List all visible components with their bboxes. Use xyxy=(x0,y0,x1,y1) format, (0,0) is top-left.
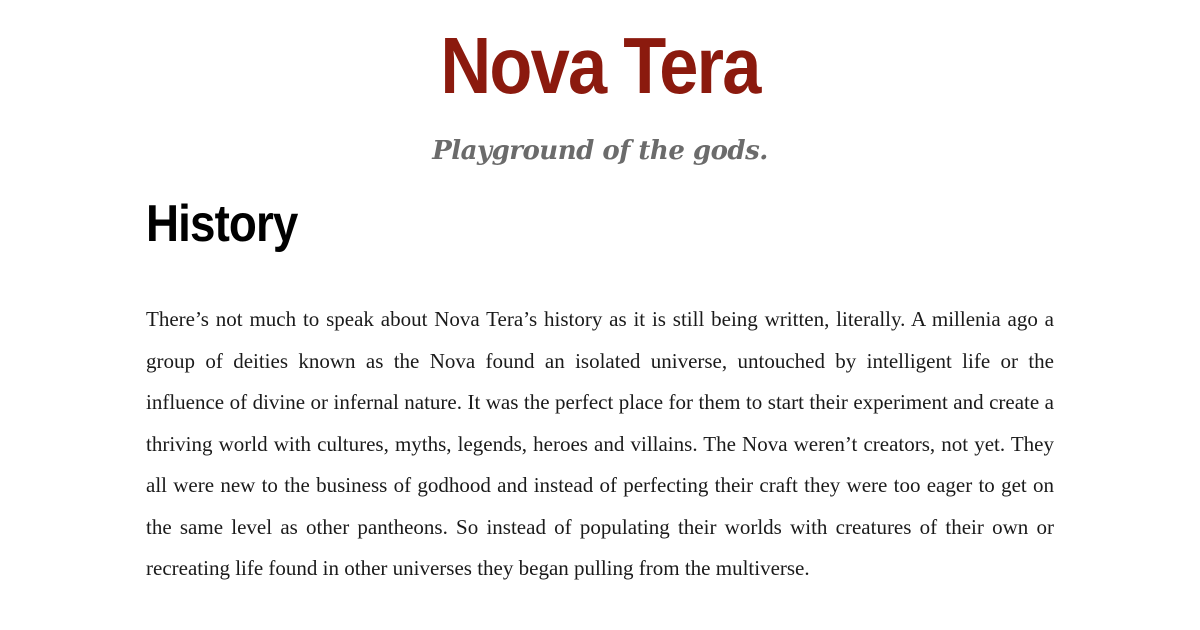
history-paragraph: There’s not much to speak about Nova Tera’s history as it is still being written, literally. A millenia ago a group of deities known as the Nova found an isolated universe, untouched by intelligent life or the influence of divine or infernal nature. It was the perfect place for them to start their experiment and create a thriving world with cultures, myths, legends, heroes and villains. The Nova weren’t creators, not yet. They all were new to the business of godhood and instead of perfecting their craft they were too eager to get on the same level as other pantheons. So instead of populating their worlds with creatures of their own or recreating life found in other universes they began pulling from the multiverse. xyxy=(146,307,1054,580)
page-title: Nova Tera xyxy=(440,21,760,110)
page-subtitle: Playground of the gods. xyxy=(432,136,768,166)
section-heading-history: History xyxy=(146,195,298,253)
